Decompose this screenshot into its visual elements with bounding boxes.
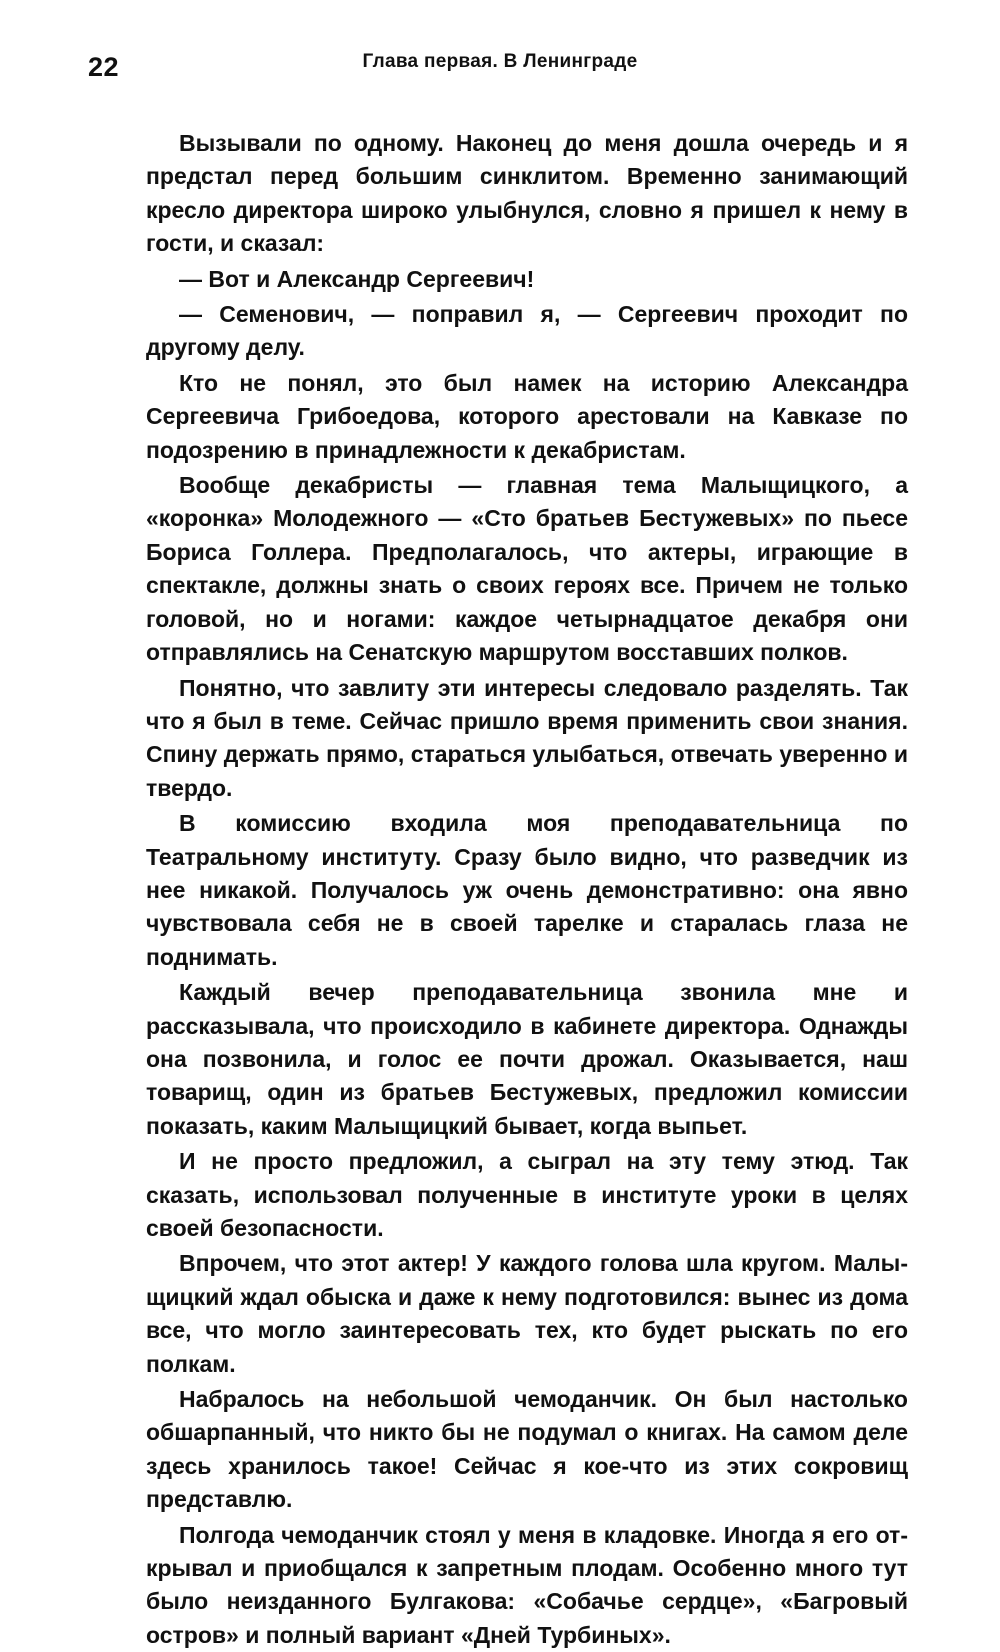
- body-text: [146, 127, 908, 1652]
- paragraph: Полгода чемоданчик стоял у меня в кладовке. Иногда я его открывал и приобщался к запретным плодам. Особенно много тут было неизданного Булгакова: «Собачье сердце», «Багровый остров» и полный вариант «Дней Турбиных».: [146, 1521, 908, 1648]
- page-number: 22: [88, 52, 120, 82]
- paragraph: Набралось на небольшой чемоданчик. Он был настолько обшарпанный, что никто бы не подумал о книгах. На самом деле здесь хранилось такое! Сейчас я кое-что из этих сокровищ представлю.: [146, 1386, 908, 1513]
- running-head: Глава первая. В Ленинграде: [362, 51, 638, 72]
- paragraph: Понятно, что завлиту эти интересы следовало разделять. Так что я был в теме. Сейчас пришло время применить свои знания. Спину держать прямо, стараться улыбаться, отвечать уверенно и твердо.: [146, 674, 908, 801]
- paragraph: Вообще декабристы — главная тема Малыщицкого, а «коронка» Молодежного — «Сто братьев Бестужевых» по пьесе Бориса Голлера. Предполагалось, что актеры, играющие в спектакле, должны знать о своих героях все. Причем не только головой, но и ногами: каждое четырнадцатое декабря они отправлялись на Сенатскую маршрутом восставших полков.: [146, 472, 908, 666]
- paragraph: — Вот и Александр Сергеевич!: [179, 265, 535, 292]
- paragraph: Впрочем, что этот актер! У каждого голова шла кругом. Малыщицкий ждал обыска и даже к нему подготовился: вынес из дома все, что могло заинтересовать тех, кто будет рыскать по его полкам.: [146, 1250, 908, 1377]
- paragraph: В комиссию входила моя преподавательница по Театральному институту. Сразу было видно, что разведчик из нее никакой. Получалось уж очень демонстративно: она явно чувствовала себя не в своей тарелке и старалась глаза не поднимать.: [146, 810, 908, 970]
- paragraph: Кто не понял, это был намек на историю Александра Сергеевича Грибоедова, которого арестовали на Кавказе по подозрению в принадлежности к декабристам.: [146, 369, 908, 463]
- paragraph: Вызывали по одному. Наконец до меня дошла очередь и я предстал перед большим синклитом. Временно занимающий кресло директора широко улыбнулся, словно я пришел к нему в гости, и сказал:: [146, 130, 908, 257]
- paragraph: И не просто предложил, а сыграл на эту тему этюд. Так сказать, использовал полученные в институте уроки в целях своей безопасности.: [146, 1148, 908, 1241]
- paragraph: — Семенович, — поправил я, — Сергеевич проходит по другому делу.: [146, 301, 908, 361]
- paragraph: Каждый вечер преподавательница звонила мне и рассказывала, что происходило в кабинете директора. Однажды она позвонила, и голос ее почти дрожал. Оказывается, наш товарищ, один из братьев Бестужевых, предложил комиссии показать, каким Малыщицкий бывает, когда выпьет.: [146, 979, 908, 1139]
